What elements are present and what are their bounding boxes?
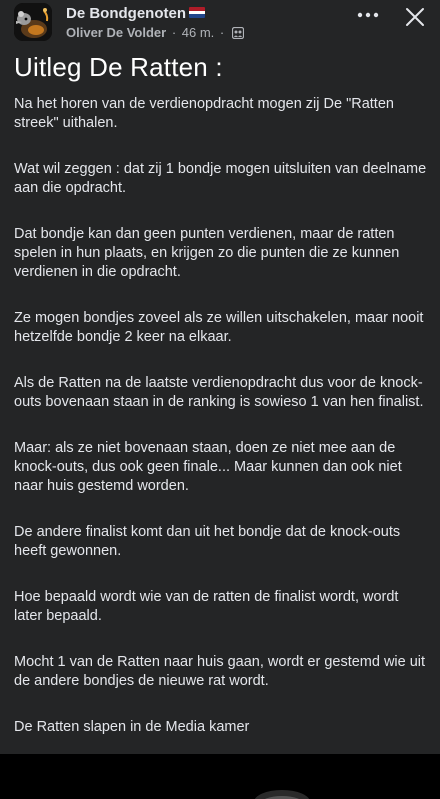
post-media-preview[interactable] bbox=[0, 754, 440, 799]
post-paragraph: Na het horen van de verdienopdracht mogen zij De "Ratten streek" uithalen. bbox=[14, 96, 394, 131]
post-paragraph: Wat wil zeggen : dat zij 1 bondje mogen uitsluiten van deelname aan die opdracht. bbox=[14, 161, 427, 196]
group-avatar[interactable] bbox=[14, 3, 52, 41]
group-name[interactable] bbox=[66, 5, 205, 22]
close-icon bbox=[402, 4, 428, 30]
author-name[interactable]: Oliver De Volder bbox=[66, 25, 167, 40]
post-paragraph: Maar: als ze niet bovenaan staan, doen ze niet mee aan de knock-outs, dus ook geen finale... Maar kunnen dan ook niet naar huis gestemd worden. bbox=[14, 440, 402, 494]
post-paragraph: Hoe bepaald wordt wie van de ratten de finalist wordt, wordt later bepaald. bbox=[14, 589, 399, 624]
more-horizontal-icon bbox=[354, 4, 382, 26]
group-audience-icon bbox=[232, 27, 244, 39]
close-button[interactable] bbox=[402, 4, 428, 30]
post-paragraph: De Ratten slapen in de Media kamer bbox=[14, 719, 250, 735]
group-name-label: De Bondgenoten bbox=[66, 5, 186, 22]
post-body bbox=[14, 95, 428, 764]
post-paragraph: Dat bondje kan dan geen punten verdienen, maar de ratten spelen in hun plaats, en krijgen zo die punten die ze kunnen verdienen in die opdracht. bbox=[14, 226, 400, 280]
netherlands-flag-icon bbox=[189, 7, 205, 18]
meta-separator: · bbox=[171, 25, 177, 40]
post-paragraph: Als de Ratten na de laatste verdienopdracht dus voor de knock-outs bovenaan staan in de ranking is sowieso 1 van hen finalist. bbox=[14, 375, 424, 410]
post-time[interactable]: 46 m. bbox=[181, 25, 215, 40]
post-meta bbox=[66, 25, 244, 40]
meta-separator: · bbox=[219, 25, 225, 40]
post-paragraph: Ze mogen bondjes zoveel als ze willen uitschakelen, maar nooit hetzelfde bondje 2 keer na elkaar. bbox=[14, 310, 424, 345]
more-options-button[interactable] bbox=[354, 4, 382, 26]
post-header bbox=[0, 0, 440, 46]
post-paragraph: De andere finalist komt dan uit het bondje dat de knock-outs heeft gewonnen. bbox=[14, 524, 401, 559]
post-paragraph: Mocht 1 van de Ratten naar huis gaan, wordt er gestemd wie uit de andere bondjes de nieuwe rat wordt. bbox=[14, 654, 426, 689]
rat-logo-icon bbox=[14, 3, 52, 41]
media-photo bbox=[0, 754, 440, 799]
flag-stripe-blue bbox=[189, 14, 205, 18]
post-title: Uitleg De Ratten : bbox=[14, 52, 223, 82]
